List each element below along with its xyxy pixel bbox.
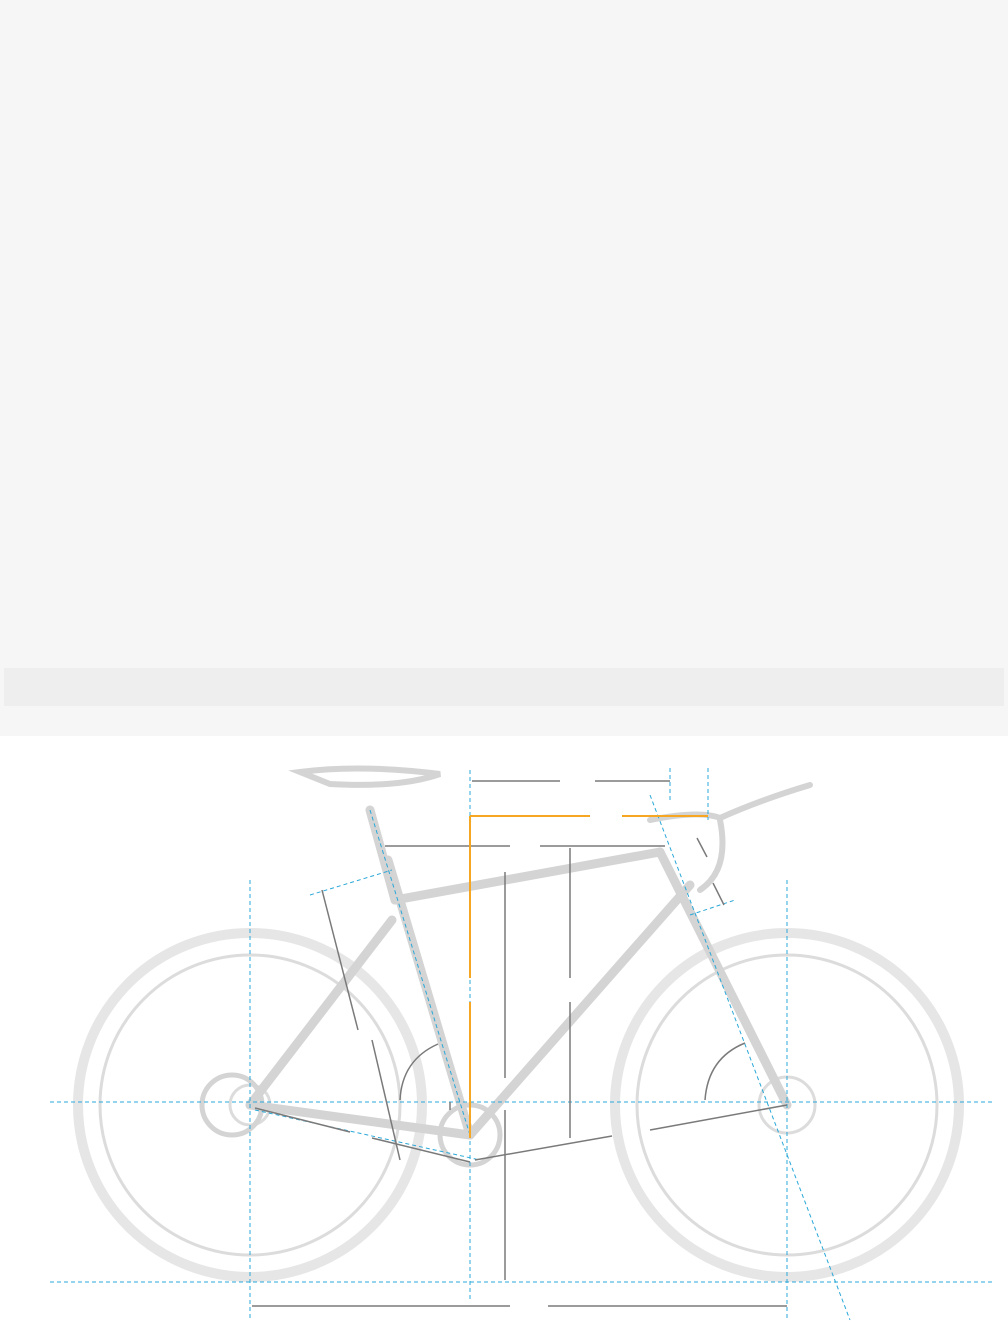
guide-lines xyxy=(50,768,995,1320)
bike-geometry-diagram xyxy=(0,740,1008,1337)
bike-frame xyxy=(202,768,810,1165)
bike-diagram-svg xyxy=(0,740,1008,1337)
load-more-button[interactable] xyxy=(4,668,1004,706)
dimension-arrows xyxy=(252,781,787,1306)
